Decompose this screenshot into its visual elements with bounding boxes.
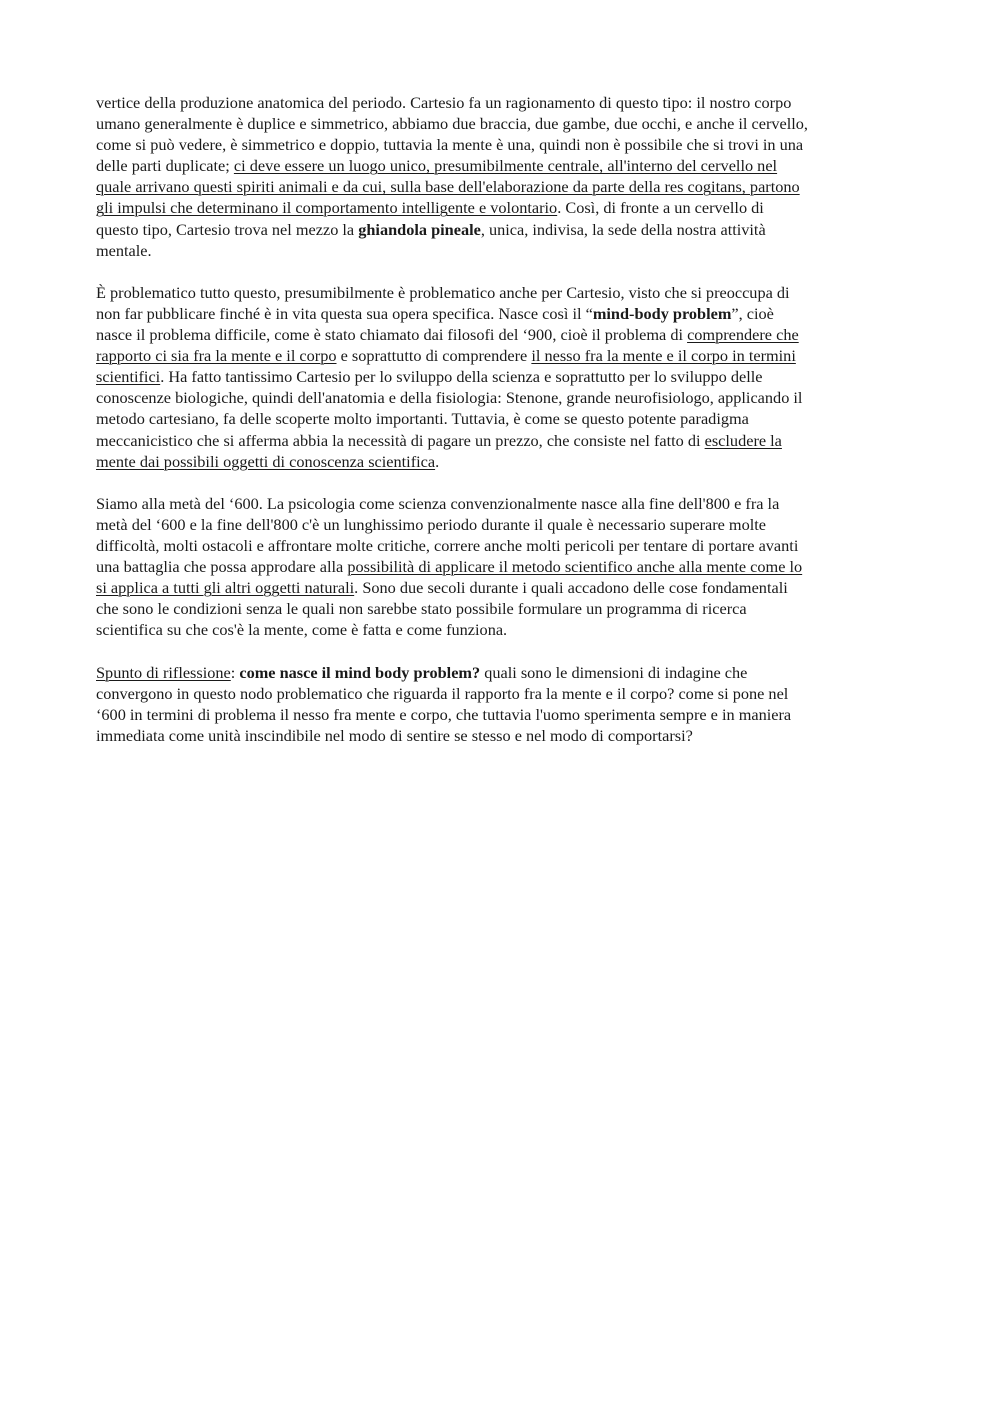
text-line	[96, 535, 904, 556]
paragraph-cartesio-ghiandola	[96, 92, 904, 261]
text-run: che sono le condizioni senza le quali non sarebbe stato possibile formulare un programma di ricerca	[96, 599, 747, 619]
underlined-text: il nesso fra la mente e il corpo in termini	[531, 346, 796, 366]
underlined-text: gli impulsi che determinano il comportamento intelligente e volontario	[96, 198, 558, 218]
text-line	[96, 92, 904, 113]
text-run: umano generalmente è duplice e simmetrico, abbiamo due braccia, due gambe, due occhi, e anche il cervello,	[96, 114, 808, 134]
text-run: convergono in questo nodo problematico che riguarda il rapporto fra la mente e il corpo? come si pone nel	[96, 683, 789, 703]
paragraph-psicologia-scienza	[96, 493, 904, 641]
text-run: . Sono due secoli durante i quali accadono delle cose fondamentali	[354, 578, 788, 598]
paragraph-mind-body-problem	[96, 282, 904, 472]
text-run: vertice della produzione anatomica del periodo. Cartesio fa un ragionamento di questo tipo: il nostro corpo	[96, 93, 792, 112]
text-line	[96, 176, 904, 197]
text-line	[96, 704, 904, 725]
text-line	[96, 324, 904, 345]
text-run: Siamo alla metà del ‘600. La psicologia come scienza convenzionalmente nasce alla fine dell'800 e fra la	[96, 493, 780, 513]
text-line	[96, 366, 904, 387]
text-line	[96, 345, 904, 366]
text-run: metà del ‘600 e la fine dell'800 c'è un lunghissimo periodo durante il quale è necessario superare molte	[96, 514, 767, 534]
text-run: come si può vedere, è simmetrico e doppio, tuttavia la mente è una, quindi non è possibile che si trovi in una	[96, 135, 804, 155]
underlined-text: comprendere che	[687, 325, 799, 345]
underlined-text: Spunto di riflessione	[96, 662, 231, 682]
underlined-text: si applica a tutti gli altri oggetti naturali	[96, 578, 355, 598]
text-run: mentale.	[96, 240, 152, 260]
text-run: .	[435, 451, 440, 471]
text-run: una battaglia che possa approdare alla	[96, 557, 348, 577]
text-line	[96, 430, 904, 451]
text-run: ”, cioè	[731, 303, 774, 323]
text-run: quali sono le dimensioni di indagine che	[480, 662, 748, 682]
underlined-text: ci deve essere un luogo unico, presumibilmente centrale, all'interno del cervello nel	[233, 156, 778, 176]
text-run: non far pubblicare finché è in vita questa sua opera specifica. Nasce così il “	[96, 303, 593, 323]
text-line	[96, 303, 904, 324]
text-run: difficoltà, molti ostacoli e affrontare molte critiche, correre anche molti pericoli per tentare di portare avanti	[96, 535, 799, 555]
text-line	[96, 556, 904, 577]
bold-text: ghiandola pineale	[358, 219, 481, 239]
text-run: È problematico tutto questo, presumibilmente è problematico anche per Cartesio, visto che si preoccupa di	[96, 282, 790, 302]
text-run: nasce il problema difficile, come è stato chiamato dai filosofi del ‘900, cioè il problema di	[96, 325, 688, 345]
underlined-text: scientifici	[96, 367, 161, 387]
text-line	[96, 725, 904, 746]
text-line	[96, 387, 904, 408]
text-run: metodo cartesiano, fa delle scoperte molto importanti. Tuttavia, è come se questo potente paradigma	[96, 409, 749, 429]
text-run: scientifica su che cos'è la mente, come è fatta e come funziona.	[96, 620, 508, 640]
text-line	[96, 134, 904, 155]
underlined-text: possibilità di applicare il metodo scientifico anche alla mente come lo	[347, 557, 803, 577]
text-run: meccanicistico che si afferma abbia la necessità di pagare un prezzo, che consiste nel fatto di	[96, 430, 705, 450]
bold-text: come nasce il mind body problem?	[239, 662, 481, 682]
text-run: delle parti duplicate;	[96, 156, 234, 176]
text-line	[96, 155, 904, 176]
underlined-text: quale arrivano questi spiriti animali e da cui, sulla base dell'elaborazione da parte della res cogitans, partono	[96, 177, 800, 197]
text-run: ‘600 in termini di problema il nesso fra mente e corpo, che tuttavia l'uomo sperimenta sempre e in maniera	[96, 704, 792, 724]
text-line	[96, 514, 904, 535]
underlined-text: escludere la	[704, 430, 782, 450]
text-line	[96, 662, 904, 683]
underlined-text: mente dai possibili oggetti di conoscenza scientifica	[96, 451, 436, 471]
text-run: . Ha fatto tantissimo Cartesio per lo sviluppo della scienza e soprattutto per lo sviluppo delle	[160, 367, 763, 387]
document-page	[96, 92, 904, 767]
text-line	[96, 240, 904, 261]
text-line	[96, 493, 904, 514]
text-run: . Così, di fronte a un cervello di	[557, 198, 764, 218]
text-line	[96, 408, 904, 429]
text-line	[96, 282, 904, 303]
text-line	[96, 197, 904, 218]
text-run: conoscenze biologiche, quindi dell'anatomia e della fisiologia: Stenone, grande neurofisiologo, applicando il	[96, 388, 803, 408]
text-run: e soprattutto di comprendere	[336, 346, 532, 366]
text-run: questo tipo, Cartesio trova nel mezzo la	[96, 219, 359, 239]
text-line	[96, 598, 904, 619]
underlined-text: rapporto ci sia fra la mente e il corpo	[96, 346, 337, 366]
text-line	[96, 683, 904, 704]
text-line	[96, 577, 904, 598]
text-run: , unica, indivisa, la sede della nostra attività	[480, 219, 766, 239]
text-line	[96, 113, 904, 134]
text-run: :	[230, 662, 240, 682]
paragraph-spunto-riflessione	[96, 662, 904, 746]
text-line	[96, 619, 904, 640]
text-line	[96, 451, 904, 472]
text-run: immediata come unità inscindibile nel modo di sentire se stesso e nel modo di comportarsi?	[96, 725, 693, 745]
bold-text: mind-body problem	[592, 303, 732, 323]
text-line	[96, 219, 904, 240]
